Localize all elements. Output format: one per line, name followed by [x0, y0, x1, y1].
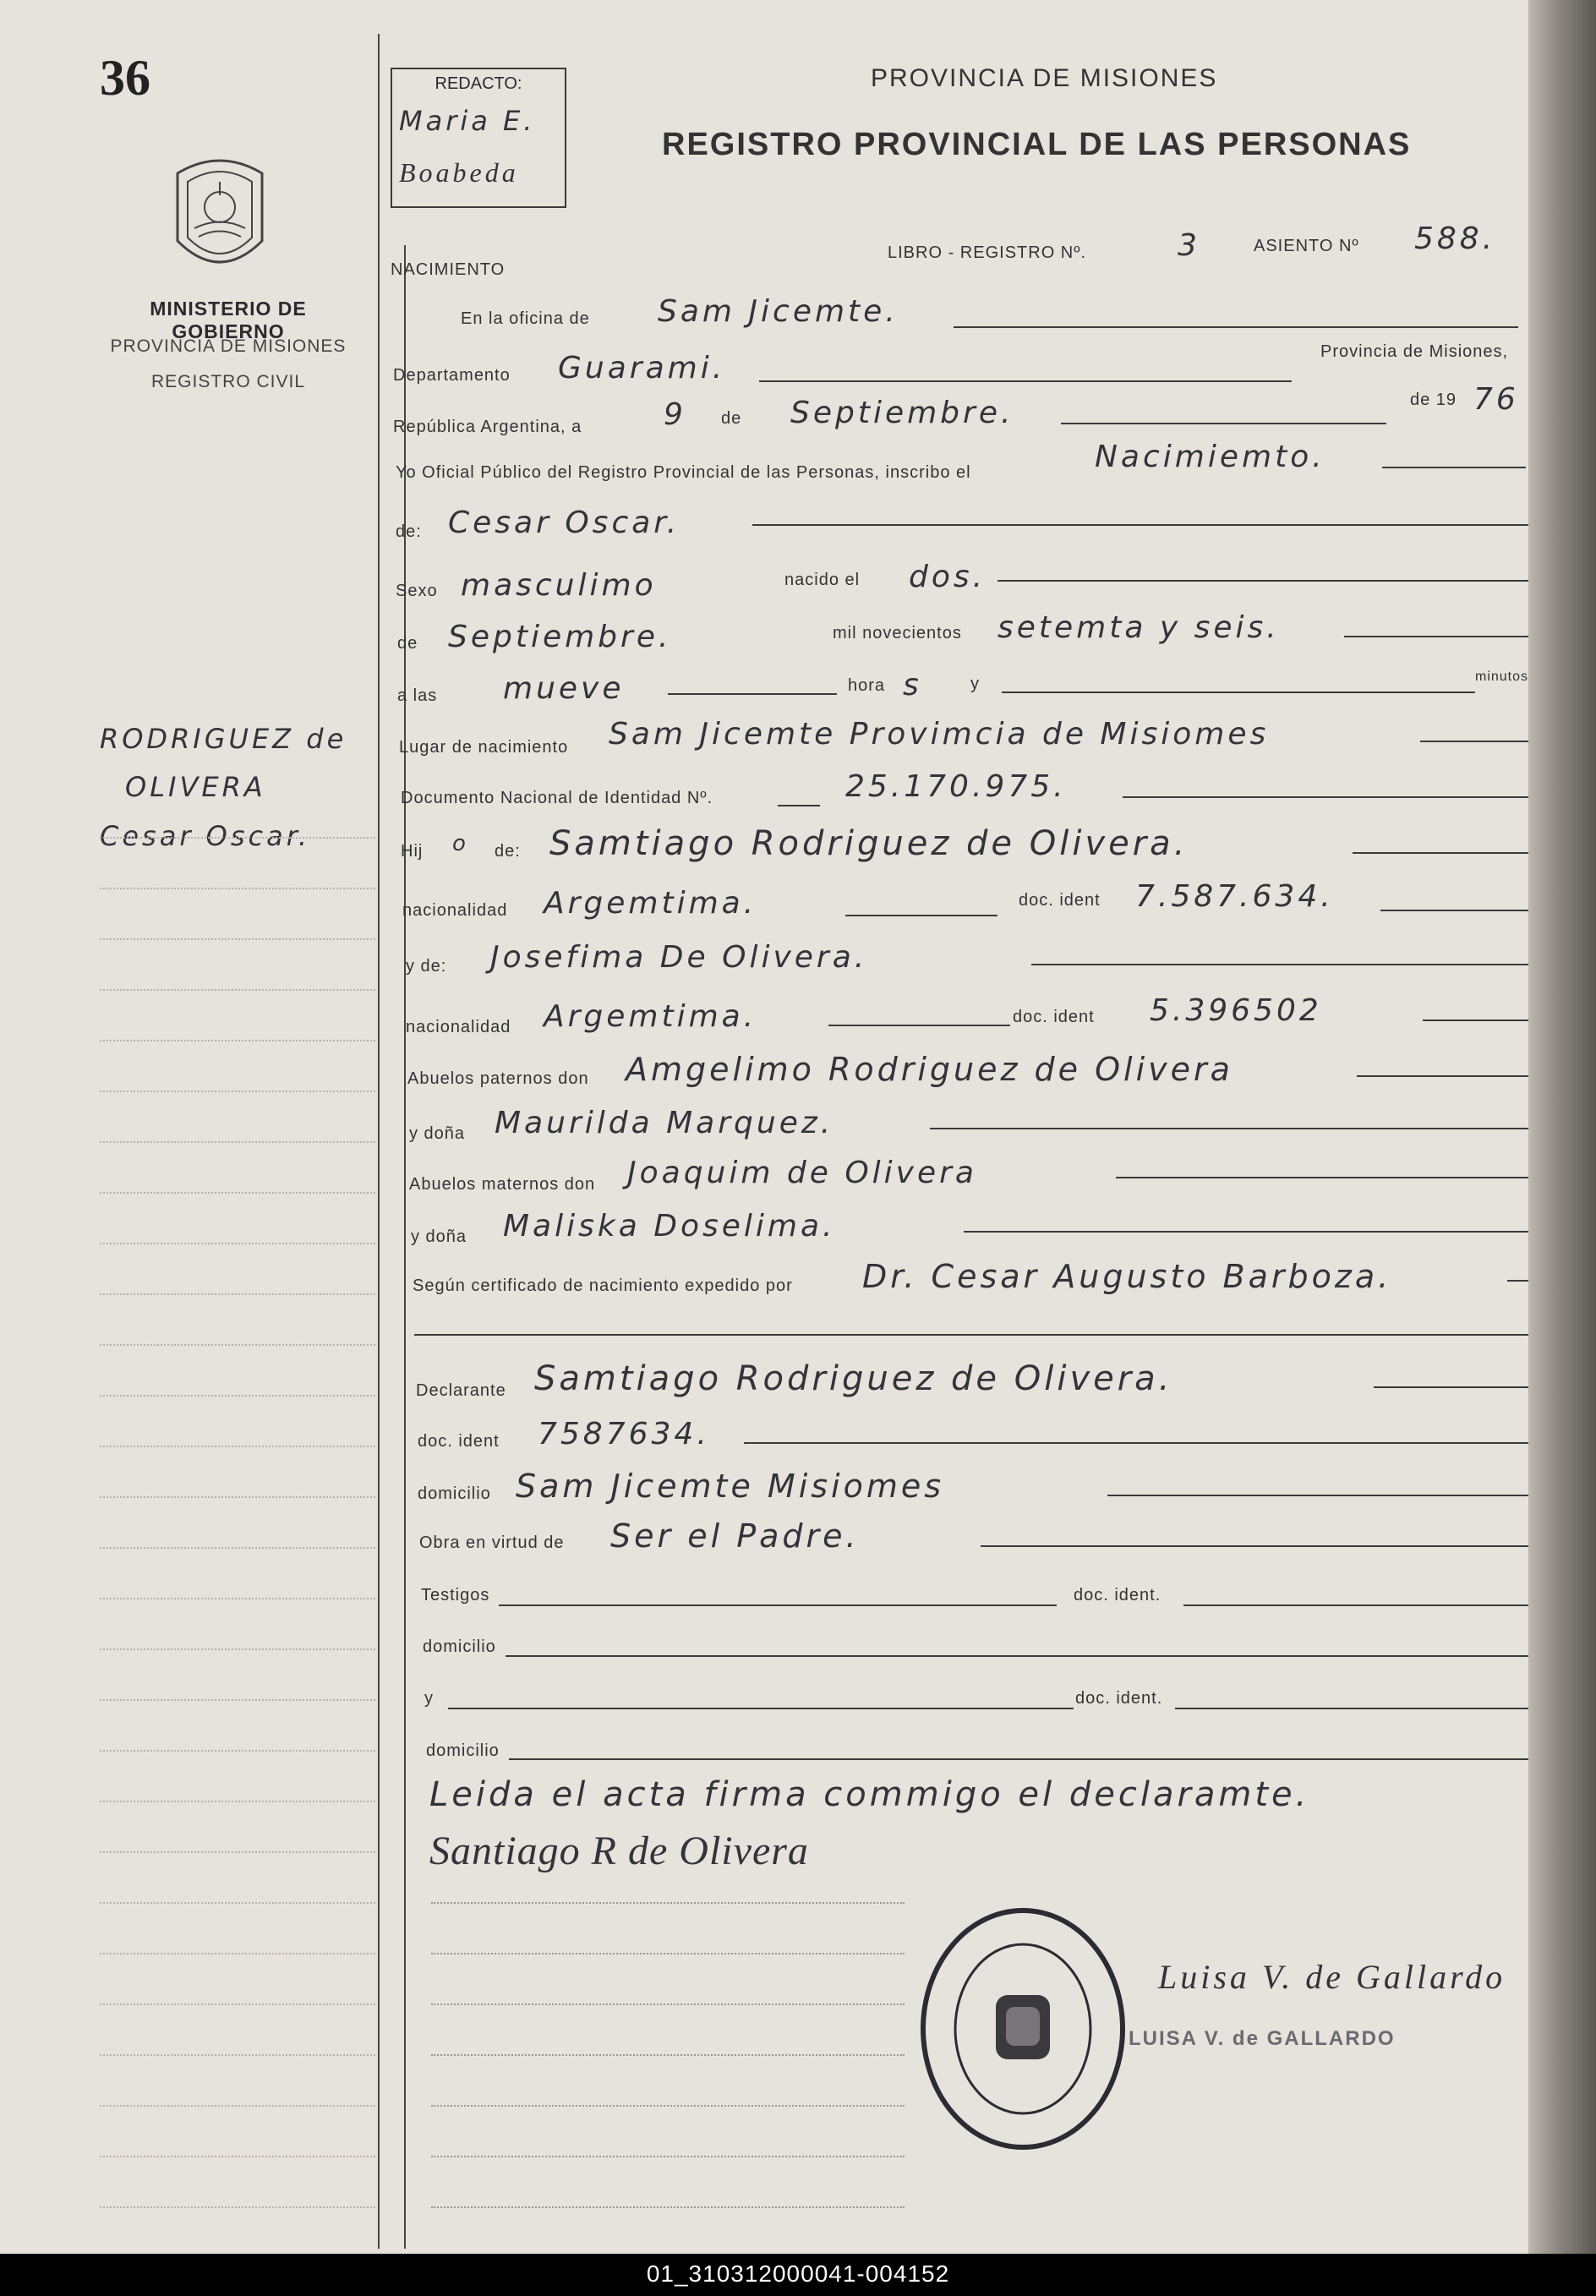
hora-label: hora [848, 676, 886, 695]
margin-ruling [100, 1395, 375, 1397]
declarante-doc-label: doc. ident [418, 1432, 500, 1451]
margin-ruling [100, 1902, 375, 1904]
testigo2-doc-rule [1175, 1708, 1551, 1709]
testigos-doc-label: doc. ident. [1074, 1586, 1161, 1604]
registro-civil-label: REGISTRO CIVIL [150, 372, 306, 391]
margin-ruling [100, 1750, 375, 1752]
obra-label: Obra en virtud de [419, 1533, 565, 1552]
certificado-label: Según certificado de nacimiento expedido por [413, 1276, 793, 1295]
domicilio-label: domicilio [418, 1484, 491, 1503]
sexo-label: Sexo [396, 582, 438, 600]
margin-ruling [100, 1496, 375, 1498]
declarante-value: Samtiago Rodriguez de Olivera. [534, 1359, 1173, 1398]
minutos-rule [1002, 692, 1475, 693]
testigo2-domicilio-rule [509, 1758, 1551, 1760]
margin-ruling [100, 837, 375, 839]
margin-ruling [100, 1141, 375, 1143]
y-de-label: y de: [406, 957, 447, 976]
margin-ruling [100, 1446, 375, 1447]
anio-value: 76 [1473, 382, 1519, 417]
declarante-doc-value: 7587634. [538, 1417, 710, 1451]
redacto-name: Maria E. [399, 105, 536, 137]
lugar-rule [1420, 741, 1530, 742]
hijo-de-label: de: [495, 842, 521, 861]
obra-value: Ser el Padre. [610, 1517, 860, 1555]
provincia-suffix: Provincia de Misiones, [1320, 342, 1509, 361]
madre-nacionalidad-value: Argemtima. [544, 999, 757, 1034]
abuelo-materno-value: Joaquim de Olivera [627, 1156, 977, 1190]
margin-ruling [100, 1801, 375, 1802]
oficial-label: Yo Oficial Público del Registro Provincial de las Personas, inscribo el [396, 463, 971, 482]
libro-label: LIBRO - REGISTRO Nº. [888, 243, 1087, 262]
margin-ruling [100, 1040, 375, 1041]
testigo2-doc-label: doc. ident. [1075, 1689, 1163, 1708]
body-ruling [431, 2206, 905, 2208]
abuela-paterna-value: Maurilda Marquez. [495, 1106, 834, 1140]
official-seal-icon [913, 1894, 1141, 2164]
body-ruling [431, 1953, 905, 1954]
body-rule [404, 245, 406, 2249]
padre-rule [1353, 852, 1534, 854]
departamento-value: Guarami. [558, 351, 726, 385]
fecha-rule [1061, 423, 1386, 424]
redacto-label: REDACTO: [435, 74, 522, 93]
domicilio-value: Sam Jicemte Misiomes [516, 1468, 945, 1505]
dni-rule [1123, 796, 1533, 798]
alas-rule [668, 693, 837, 695]
testigo2-domicilio-label: domicilio [426, 1741, 500, 1760]
margin-ruling [100, 1091, 375, 1092]
margin-rule [378, 34, 380, 2249]
asiento-value: 588. [1414, 221, 1496, 256]
provincia-label: PROVINCIA DE MISIONES [110, 336, 347, 356]
y-testigo-rule [448, 1708, 1074, 1709]
margin-ruling [100, 1293, 375, 1295]
madre-doc-label: doc. ident [1013, 1008, 1095, 1026]
blank-rule [414, 1334, 1543, 1336]
mil-label: mil novecientos [833, 624, 962, 642]
abuelo-paterno-value: Amgelimo Rodriguez de Olivera [626, 1051, 1233, 1088]
nombre-rule [752, 524, 1530, 526]
madre-value: Josefima De Olivera. [490, 940, 868, 975]
acto-value: Nacimiemto. [1095, 440, 1325, 474]
margin-ruling [100, 2156, 375, 2157]
coat-of-arms-icon [161, 148, 279, 283]
margin-surname-2: OLIVERA [125, 771, 266, 803]
departamento-rule [759, 380, 1292, 382]
margin-ruling [100, 888, 375, 889]
margin-ruling [100, 1598, 375, 1599]
anio-label: de 19 [1410, 391, 1457, 409]
abuela-mat-rule [964, 1231, 1539, 1233]
certificado-value: Dr. Cesar Augusto Barboza. [862, 1258, 1392, 1295]
margin-ruling [100, 2105, 375, 2107]
madre-doc-rule [1423, 1020, 1534, 1021]
header-provincia: PROVINCIA DE MISIONES [871, 64, 1218, 92]
libro-value: 3 [1178, 228, 1200, 263]
padre-nac-rule [845, 915, 998, 916]
header-registro: REGISTRO PROVINCIAL DE LAS PERSONAS [662, 127, 1412, 162]
nacido-rule [998, 580, 1530, 582]
oficina-label: En la oficina de [461, 309, 590, 328]
body-ruling [431, 2105, 905, 2107]
record-type: NACIMIENTO [391, 260, 506, 279]
book-edge [1528, 0, 1596, 2254]
abuelos-paternos-label: Abuelos paternos don [407, 1069, 589, 1088]
mes-value: Septiembre. [790, 396, 1014, 430]
testigos-label: Testigos [421, 1586, 490, 1604]
dni-value: 25.170.975. [845, 769, 1067, 804]
margin-ruling [100, 1851, 375, 1853]
de-label: de [721, 409, 742, 428]
testigos-doc-rule [1183, 1604, 1551, 1606]
redacto-box [391, 68, 566, 208]
alas-value: mueve [503, 671, 625, 706]
madre-nacionalidad-label: nacionalidad [406, 1018, 511, 1036]
testigo-domicilio-label: domicilio [423, 1637, 496, 1656]
body-ruling [431, 2054, 905, 2056]
body-ruling [431, 1902, 905, 1904]
margin-ruling [100, 1243, 375, 1244]
margin-ruling [100, 2206, 375, 2208]
madre-nac-rule [828, 1025, 1010, 1026]
y-label: y [970, 675, 980, 693]
hora-value: s [903, 668, 922, 702]
oficina-value: Sam Jicemte. [658, 294, 899, 329]
hijo-suffix: o [452, 831, 469, 856]
dni-label: Documento Nacional de Identidad Nº. [401, 789, 713, 807]
hijo-label: Hij [401, 842, 424, 861]
nacido-mes-value: Septiembre. [448, 620, 672, 654]
nacido-label: nacido el [784, 571, 861, 589]
padre-nacionalidad-value: Argemtima. [544, 886, 757, 921]
margin-ruling [100, 1192, 375, 1194]
dni-rule-left [778, 805, 820, 806]
obra-rule [981, 1545, 1551, 1547]
lugar-label: Lugar de nacimiento [399, 738, 569, 757]
firma-oficial: Luisa V. de Gallardo [1158, 1958, 1506, 1996]
y-testigo-label: y [424, 1689, 434, 1708]
testigos-rule [499, 1604, 1057, 1606]
anio-rule [1344, 636, 1530, 637]
abuela-materna-value: Maliska Doselima. [503, 1209, 836, 1244]
image-code: 01_310312000041-004152 [646, 2260, 950, 2287]
y-dona-label: y doña [409, 1124, 466, 1143]
de-nombre-label: de: [396, 522, 422, 541]
margin-ruling [100, 938, 375, 940]
padre-doc-label: doc. ident [1019, 891, 1101, 910]
margin-ruling [100, 2004, 375, 2005]
body-ruling [431, 2156, 905, 2157]
minutos-label: minutos [1475, 670, 1529, 684]
abuela-pat-rule [930, 1128, 1539, 1129]
margin-ruling [100, 1699, 375, 1701]
de-mes-label: de [397, 634, 418, 653]
margin-ruling [100, 2054, 375, 2056]
padre-value: Samtiago Rodriguez de Olivera. [549, 824, 1189, 863]
firma-oficial-typed: LUISA V. de GALLARDO [1129, 2027, 1396, 2050]
acto-rule [1382, 467, 1526, 468]
ministerio-label: MINISTERIO DE GOBIERNO [150, 298, 307, 342]
cierre-text: Leida el acta firma commigo el declaramte. [429, 1775, 1310, 1814]
declarante-rule [1374, 1386, 1551, 1388]
declarante-label: Declarante [416, 1381, 506, 1400]
testigo-domicilio-rule [506, 1655, 1551, 1657]
nacido-value: dos. [909, 560, 987, 594]
asiento-label: ASIENTO Nº [1254, 237, 1359, 255]
declarante-doc-rule [744, 1442, 1551, 1444]
padre-nacionalidad-label: nacionalidad [402, 901, 508, 920]
madre-doc-value: 5.396502 [1150, 993, 1322, 1028]
margin-given-name: Cesar Oscar. [100, 820, 311, 852]
padre-doc-value: 7.587.634. [1135, 879, 1334, 914]
redacto-surname: Boabeda [399, 157, 519, 188]
abuelo-pat-rule [1357, 1075, 1539, 1077]
nombre-value: Cesar Oscar. [448, 506, 680, 540]
margin-surname: RODRIGUEZ de [100, 723, 347, 755]
nacido-anio-value: setemta y seis. [998, 610, 1280, 645]
madre-rule [1031, 964, 1536, 965]
abuelo-mat-rule [1116, 1177, 1539, 1178]
page-number: 36 [100, 50, 150, 106]
footer-bar [0, 2254, 1596, 2296]
departamento-label: Departamento [393, 366, 511, 385]
margin-ruling [100, 1344, 375, 1346]
margin-ruling [100, 1547, 375, 1549]
padre-doc-rule [1380, 910, 1534, 911]
dia-value: 9 [664, 397, 686, 432]
firma-declarante: Santiago R de Olivera [429, 1829, 809, 1873]
lugar-value: Sam Jicemte Provimcia de Misiomes [609, 717, 1270, 752]
margin-ruling [100, 989, 375, 991]
republica-label: República Argentina, a [393, 418, 582, 436]
domicilio-rule [1107, 1495, 1551, 1496]
alas-label: a las [397, 686, 438, 705]
body-ruling [431, 2004, 905, 2005]
abuelos-maternos-label: Abuelos maternos don [409, 1175, 596, 1194]
oficina-rule [954, 326, 1518, 328]
y-dona-materna-label: y doña [411, 1227, 467, 1246]
margin-ruling [100, 1648, 375, 1650]
margin-ruling [100, 1953, 375, 1954]
sexo-value: masculimo [461, 568, 657, 603]
